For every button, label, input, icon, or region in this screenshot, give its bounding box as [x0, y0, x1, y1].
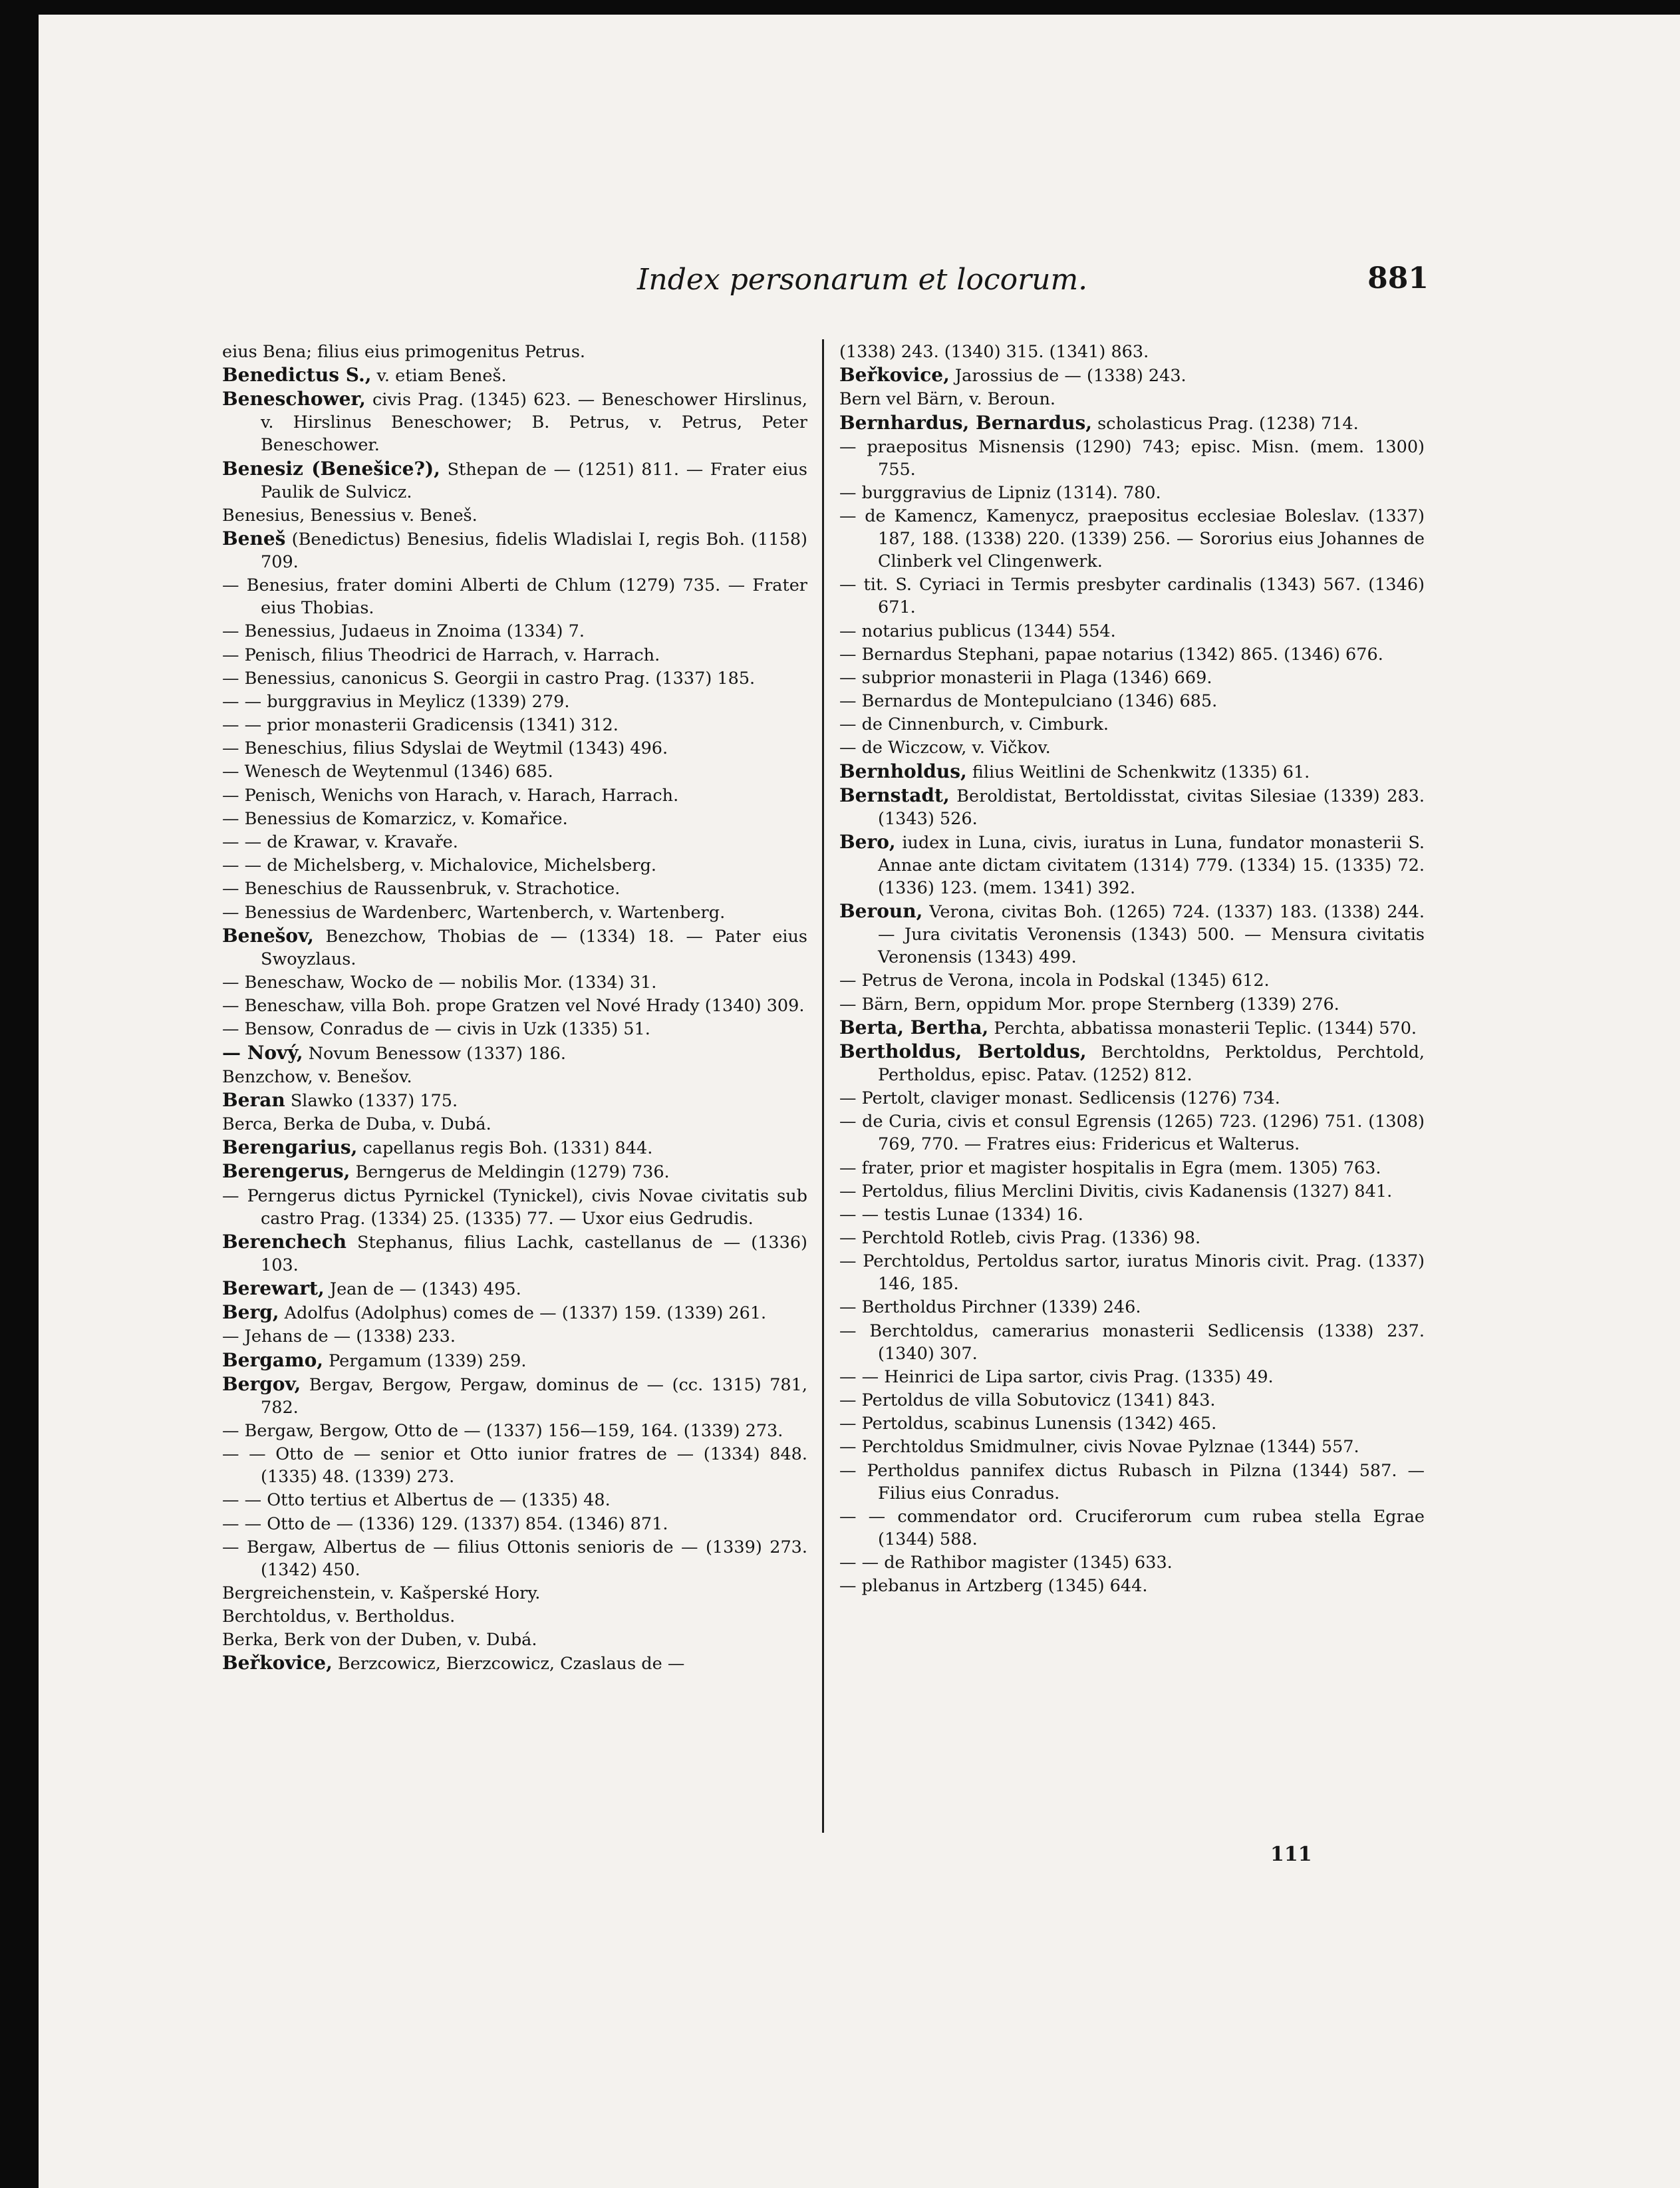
entry-text: — — de Krawar, v. Kravaře.	[222, 832, 458, 852]
index-entry	[839, 736, 1425, 759]
entry-text: — Bergaw, Bergow, Otto de — (1337) 156—159, 164. (1339) 273.	[222, 1420, 783, 1441]
index-entry	[222, 620, 807, 643]
entry-headword: Berenchech	[222, 1230, 347, 1253]
index-entry	[839, 1505, 1425, 1551]
entry-text: — Pertolt, claviger monast. Sedlicensis (1276) 734.	[839, 1088, 1280, 1109]
entry-text: Berchtoldus, v. Bertholdus.	[222, 1607, 456, 1627]
entry-text: Berka, Berk von der Duben, v. Dubá.	[222, 1630, 537, 1650]
index-entry	[222, 1042, 807, 1065]
index-entry	[839, 1366, 1425, 1388]
entry-text: Novum Benessow (1337) 186.	[303, 1043, 566, 1064]
entry-text: — — burggravius in Meylicz (1339) 279.	[222, 691, 570, 712]
index-entry	[839, 713, 1425, 736]
entry-text: — — de Rathibor magister (1345) 633.	[839, 1552, 1173, 1573]
index-entry	[222, 1113, 807, 1136]
entry-text: — Pertoldus de villa Sobutovicz (1341) 843.	[839, 1390, 1216, 1410]
entry-text: — Benessius de Komarzicz, v. Komařice.	[222, 808, 568, 829]
entry-text: — — Otto tertius et Albertus de — (1335) 48.	[222, 1490, 611, 1511]
index-entry	[839, 900, 1425, 969]
index-entry	[222, 574, 807, 619]
index-entry	[222, 925, 807, 971]
entry-headword: Berta, Bertha,	[839, 1016, 989, 1038]
entry-headword: Beřkovice,	[222, 1652, 333, 1674]
entry-text: — Benessius, Judaeus in Znoima (1334) 7.	[222, 621, 585, 642]
index-entry	[839, 620, 1425, 643]
entry-text: — Pertholdus pannifex dictus Rubasch in Pilzna (1344) 587. — Filius eius Conradus.	[839, 1460, 1425, 1503]
index-entry	[839, 1412, 1425, 1435]
entry-headword: Berengerus,	[222, 1160, 350, 1183]
entry-text: — Pertoldus, scabinus Lunensis (1342) 465.	[839, 1414, 1217, 1434]
index-entry	[222, 1605, 807, 1628]
entry-text: Berchtoldns, Perktoldus, Perchtold, Pertholdus, episc. Patav. (1252) 812.	[878, 1042, 1425, 1085]
index-entry	[839, 1016, 1425, 1040]
index-entry	[222, 1231, 807, 1277]
entry-text: — — testis Lunae (1334) 16.	[839, 1204, 1083, 1225]
entry-text: — — prior monasterii Gradicensis (1341) 312.	[222, 715, 619, 736]
entry-text: — Benessius, canonicus S. Georgii in castro Prag. (1337) 185.	[222, 668, 756, 689]
entry-text: Jarossius de — (1338) 243.	[949, 366, 1187, 387]
entry-text: iudex in Luna, civis, iuratus in Luna, fundator monasterii S. Annae ante dictam civitatem (1314) 779. (1334) 15. (1335) 72. (1336) 123. (mem. 1341) 392.	[878, 833, 1425, 898]
index-entry	[222, 458, 807, 504]
entry-headword: Bernholdus,	[839, 760, 967, 782]
entry-text: Benesius, Benessius v. Beneš.	[222, 505, 478, 526]
index-entry	[222, 714, 807, 736]
entry-text: Bern vel Bärn, v. Beroun.	[839, 389, 1055, 410]
entry-headword: — Nový,	[222, 1041, 303, 1064]
page-number: 881	[1367, 261, 1429, 295]
index-entry	[222, 877, 807, 900]
index-entry	[839, 482, 1425, 504]
entry-headword: Bernhardus, Bernardus,	[839, 411, 1092, 434]
entry-headword: Bergamo,	[222, 1348, 324, 1371]
index-entry	[222, 971, 807, 994]
entry-text: — notarius publicus (1344) 554.	[839, 621, 1116, 641]
index-entry	[222, 1443, 807, 1488]
index-entry	[839, 969, 1425, 992]
entry-text: — Penisch, filius Theodrici de Harrach, v. Harrach.	[222, 645, 660, 665]
entry-headword: Bero,	[839, 831, 896, 853]
index-entry	[839, 1296, 1425, 1319]
entry-text: Pergamum (1339) 259.	[323, 1350, 527, 1371]
entry-text: — Bensow, Conradus de — civis in Uzk (1335) 51.	[222, 1019, 650, 1040]
index-entry	[839, 1203, 1425, 1226]
entry-headword: Benesiz (Benešice?),	[222, 457, 440, 480]
index-entry	[839, 341, 1425, 363]
column-divider	[822, 339, 824, 1833]
index-entry	[222, 1536, 807, 1581]
entry-text: — Beneschaw, Wocko de — nobilis Mor. (1334) 31.	[222, 972, 657, 993]
entry-text: — — de Michelsberg, v. Michalovice, Michelsberg.	[222, 856, 656, 876]
entry-headword: Bernstadt,	[839, 784, 950, 806]
index-entry	[222, 854, 807, 877]
index-entry	[222, 1277, 807, 1301]
entry-text: — Beneschaw, villa Boh. prope Gratzen vel Nové Hrady (1340) 309.	[222, 996, 805, 1016]
entry-headword: Beřkovice,	[839, 364, 950, 387]
entry-text: capellanus regis Boh. (1331) 844.	[357, 1138, 653, 1159]
index-entry	[839, 1250, 1425, 1295]
entry-text: Bergreichenstein, v. Kašperské Hory.	[222, 1583, 541, 1603]
index-entry	[222, 1185, 807, 1230]
entry-text: — burggravius de Lipniz (1314). 780.	[839, 482, 1161, 503]
index-entry	[839, 505, 1425, 573]
entry-text: filius Weitlini de Schenkwitz (1335) 61.	[966, 762, 1310, 782]
index-entry	[222, 388, 807, 456]
index-entry	[839, 1180, 1425, 1203]
index-entry	[839, 364, 1425, 387]
entry-text: Berca, Berka de Duba, v. Dubá.	[222, 1114, 491, 1135]
index-entry	[222, 1160, 807, 1183]
entry-text: — tit. S. Cyriaci in Termis presbyter cardinalis (1343) 567. (1346) 671.	[839, 575, 1425, 618]
right-column	[839, 341, 1425, 1598]
index-entry	[839, 831, 1425, 899]
entry-headword: Benešov,	[222, 924, 314, 947]
index-entry	[222, 504, 807, 527]
entry-text: — Benesius, frater domini Alberti de Chlum (1279) 735. — Frater eius Thobias.	[222, 575, 807, 619]
index-entry	[839, 412, 1425, 435]
entry-text: — Bärn, Bern, oppidum Mor. prope Sternberg (1339) 276.	[839, 994, 1339, 1015]
index-entry	[839, 1110, 1425, 1156]
entry-text: eius Bena; filius eius primogenitus Petrus.	[222, 342, 586, 362]
index-entry	[222, 1513, 807, 1535]
entry-text: Sthepan de — (1251) 811. — Frater eius Paulik de Sulvicz.	[261, 459, 807, 502]
entry-text: — Wenesch de Weytenmul (1346) 685.	[222, 762, 553, 782]
index-entry	[222, 901, 807, 924]
entry-text: — plebanus in Artzberg (1345) 644.	[839, 1576, 1148, 1597]
entry-text: Berngerus de Meldingin (1279) 736.	[350, 1162, 670, 1183]
index-entry	[839, 436, 1425, 481]
index-entry	[839, 667, 1425, 689]
entry-text: — — commendator ord. Cruciferorum cum rubea stella Egrae (1344) 588.	[839, 1506, 1425, 1549]
entry-text: — subprior monasterii in Plaga (1346) 669.	[839, 667, 1212, 688]
entry-headword: Beneš	[222, 527, 286, 549]
entry-text: (1338) 243. (1340) 315. (1341) 863.	[839, 342, 1149, 362]
entry-text: Bergav, Bergow, Pergaw, dominus de — (cc. 1315) 781, 782.	[261, 1374, 807, 1418]
index-entry	[839, 1227, 1425, 1249]
entry-text: scholasticus Prag. (1238) 714.	[1091, 413, 1359, 434]
index-entry	[222, 667, 807, 690]
left-column	[222, 341, 807, 1676]
entry-text: Verona, civitas Boh. (1265) 724. (1337) 183. (1338) 244. — Jura civitatis Veronensis (1343) 500. — Mensura civitatis Veronensis (1343) 499.	[878, 902, 1425, 968]
index-entry	[222, 528, 807, 573]
entry-text: Adolfus (Adolphus) comes de — (1337) 159. (1339) 261.	[279, 1303, 767, 1324]
index-entry	[839, 1320, 1425, 1365]
entry-text: — Pertoldus, filius Merclini Divitis, civis Kadanensis (1327) 841.	[839, 1181, 1393, 1201]
index-entry	[222, 1349, 807, 1372]
index-entry	[222, 760, 807, 783]
entry-text: — de Kamencz, Kamenycz, praepositus ecclesiae Boleslav. (1337) 187, 188. (1338) 220. (1339) 256. — Sororius eius Johannes de Clinberk vel Clingenwerk.	[839, 506, 1425, 572]
index-entry	[839, 1040, 1425, 1086]
index-entry	[222, 1582, 807, 1605]
entry-headword: Berengarius,	[222, 1136, 358, 1159]
index-entry	[222, 341, 807, 363]
index-entry	[222, 1420, 807, 1442]
index-entry	[222, 1089, 807, 1112]
entry-text: — Perchtoldus Smidmulner, civis Novae Pylznae (1344) 557.	[839, 1437, 1359, 1458]
running-header	[637, 249, 1429, 316]
index-entry	[839, 760, 1425, 784]
index-entry	[839, 993, 1425, 1016]
index-entry	[222, 808, 807, 830]
index-entry	[839, 388, 1425, 410]
index-entry	[222, 1066, 807, 1088]
entry-headword: Benedictus S.,	[222, 364, 372, 387]
index-entry	[839, 1389, 1425, 1412]
index-entry	[222, 1325, 807, 1348]
entry-text: v. etiam Beneš.	[371, 366, 507, 387]
index-entry	[222, 1629, 807, 1651]
entry-text: — frater, prior et magister hospitalis in Egra (mem. 1305) 763.	[839, 1158, 1381, 1178]
index-entry	[222, 644, 807, 667]
entry-text: — Bergaw, Albertus de — filius Ottonis senioris de — (1339) 273. (1342) 450.	[222, 1537, 807, 1580]
entry-text: Benezchow, Thobias de — (1334) 18. — Pater eius Swoyzlaus.	[261, 926, 807, 969]
entry-text: Berzcowicz, Bierzcowicz, Czaslaus de —	[332, 1654, 685, 1674]
entry-text: — Bernardus de Montepulciano (1346) 685.	[839, 691, 1218, 712]
index-entry	[839, 784, 1425, 830]
entry-text: Benzchow, v. Benešov.	[222, 1066, 412, 1087]
index-entry	[222, 1136, 807, 1160]
entry-headword: Berg,	[222, 1301, 279, 1324]
entry-text: — de Wiczcow, v. Vičkov.	[839, 738, 1051, 758]
signature-mark: 111	[1270, 1843, 1312, 1866]
index-entry	[222, 831, 807, 854]
entry-headword: Beneschower,	[222, 388, 366, 410]
entry-text: — de Cinnenburch, v. Cimburk.	[839, 714, 1109, 735]
entry-text: civis Prag. (1345) 623. — Beneschower Hirslinus, v. Hirslinus Beneschower; B. Petrus, v. Petrus, Peter Beneschower.	[261, 390, 807, 456]
index-entry	[222, 737, 807, 760]
index-entry	[222, 1652, 807, 1675]
index-entry	[839, 1087, 1425, 1110]
index-entry	[839, 1575, 1425, 1597]
entry-text: — Bertholdus Pirchner (1339) 246.	[839, 1297, 1141, 1318]
entry-text: — Perchtold Rotleb, civis Prag. (1336) 98.	[839, 1228, 1201, 1249]
entry-text: — de Curia, civis et consul Egrensis (1265) 723. (1296) 751. (1308) 769, 770. — Fratres eius: Fridericus et Walterus.	[839, 1112, 1425, 1155]
entry-text: — Perngerus dictus Pyrnickel (Tynickel), civis Novae civitatis sub castro Prag. (1334) 25. (1335) 77. — Uxor eius Gedrudis.	[222, 1185, 807, 1229]
index-entry	[839, 573, 1425, 619]
entry-text: — Petrus de Verona, incola in Podskal (1345) 612.	[839, 971, 1270, 991]
index-entry	[222, 691, 807, 713]
entry-headword: Bertholdus, Bertoldus,	[839, 1040, 1087, 1062]
index-entry	[222, 1301, 807, 1325]
entry-text: — Perchtoldus, Pertoldus sartor, iuratus Minoris civit. Prag. (1337) 146, 185.	[839, 1251, 1425, 1295]
entry-text: — — Heinrici de Lipa sartor, civis Prag. (1335) 49.	[839, 1366, 1274, 1387]
entry-text: Perchta, abbatissa monasterii Teplic. (1344) 570.	[988, 1018, 1417, 1038]
entry-text: Jean de — (1343) 495.	[324, 1279, 521, 1299]
entry-headword: Berewart,	[222, 1277, 325, 1299]
entry-text: — Beneschius de Raussenbruk, v. Strachotice.	[222, 879, 621, 899]
entry-text: — Benessius de Wardenberc, Wartenberch, v. Wartenberg.	[222, 902, 726, 923]
running-title: Index personarum et locorum.	[637, 263, 1088, 297]
index-entry	[839, 690, 1425, 712]
index-entry	[222, 784, 807, 807]
index-entry	[839, 1551, 1425, 1574]
entry-headword: Beran	[222, 1088, 285, 1111]
entry-text: — Penisch, Wenichs von Harach, v. Harach, Harrach.	[222, 785, 679, 806]
entry-text: Stephanus, filius Lachk, castellanus de — (1336) 103.	[261, 1232, 807, 1275]
index-entry	[222, 1373, 807, 1419]
entry-text: (Benedictus) Benesius, fidelis Wladislai I, regis Boh. (1158) 709.	[261, 529, 807, 572]
entry-text: — — Otto de — (1336) 129. (1337) 854. (1346) 871.	[222, 1513, 668, 1534]
entry-text: — Berchtoldus, camerarius monasterii Sedlicensis (1338) 237. (1340) 307.	[839, 1321, 1425, 1364]
index-entry	[839, 1460, 1425, 1505]
entry-text: Slawko (1337) 175.	[285, 1090, 458, 1111]
entry-text: — Jehans de — (1338) 233.	[222, 1327, 456, 1347]
entry-headword: Bergov,	[222, 1372, 301, 1395]
index-entry	[222, 1489, 807, 1511]
index-entry	[222, 1018, 807, 1040]
entry-text: — praepositus Misnensis (1290) 743; episc. Misn. (mem. 1300) 755.	[839, 436, 1425, 480]
index-entry	[839, 1436, 1425, 1458]
entry-text: — — Otto de — senior et Otto iunior fratres de — (1334) 848. (1335) 48. (1339) 273.	[222, 1444, 807, 1487]
index-entry	[839, 643, 1425, 666]
index-entry	[222, 364, 807, 387]
index-entry	[222, 995, 807, 1017]
entry-text: — Beneschius, filius Sdyslai de Weytmil (1343) 496.	[222, 738, 668, 759]
entry-text: Beroldistat, Bertoldisstat, civitas Silesiae (1339) 283. (1343) 526.	[878, 786, 1425, 829]
entry-text: — Bernardus Stephani, papae notarius (1342) 865. (1346) 676.	[839, 644, 1383, 665]
entry-headword: Beroun,	[839, 900, 923, 923]
index-entry	[839, 1157, 1425, 1179]
